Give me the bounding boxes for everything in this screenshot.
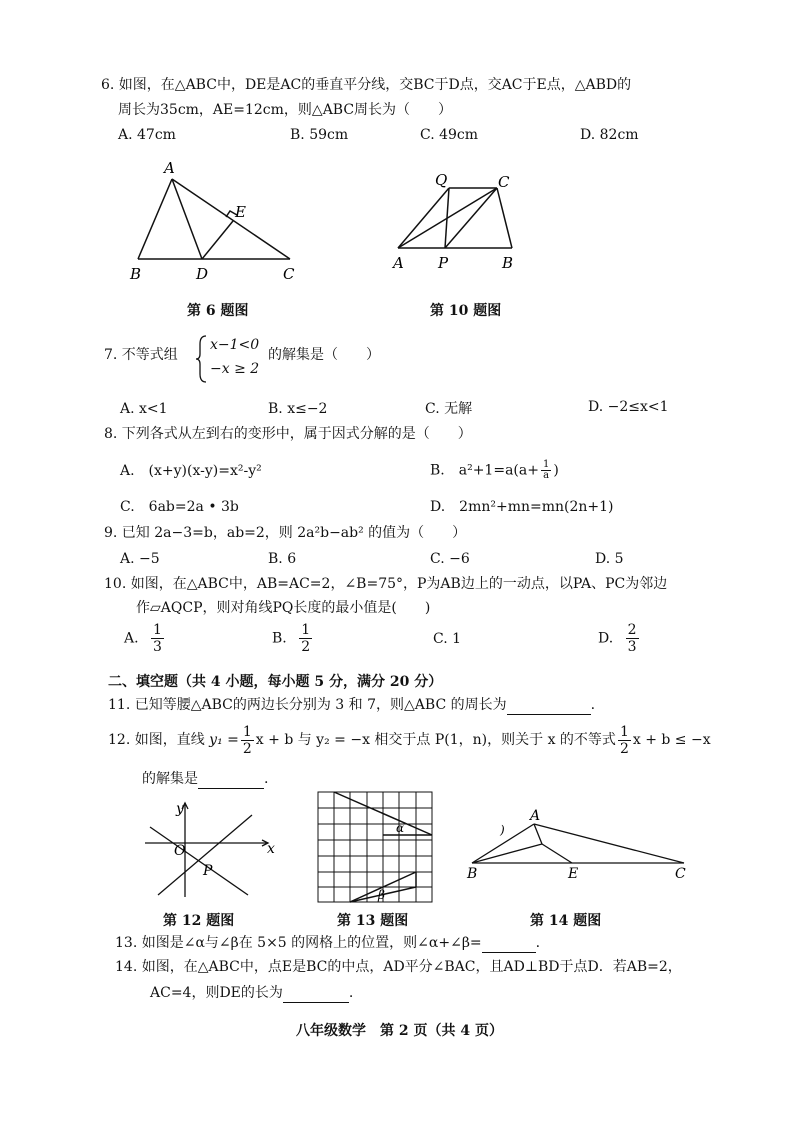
fig13-label-alpha: α xyxy=(396,821,405,835)
fig14-caption: 第 14 题图 xyxy=(530,913,602,929)
q7-suffix: 的解集是（ ） xyxy=(268,347,380,363)
fig6-caption: 第 6 题图 xyxy=(187,303,249,319)
q10-d-numerator: 2 xyxy=(627,622,637,638)
q13-answer-blank[interactable] xyxy=(482,934,536,953)
q7-choice-c: C. 无解 xyxy=(425,401,473,417)
fig10-label-a: A xyxy=(393,254,404,272)
q12-stem-line2 xyxy=(142,770,268,789)
q12-stem-line1 xyxy=(108,722,711,758)
fig12-caption: 第 12 题图 xyxy=(163,913,235,929)
q12-frac2-num: 1 xyxy=(619,723,629,740)
fig12-label-o: O xyxy=(174,843,186,859)
q11-end: . xyxy=(590,697,596,713)
fig6-label-d: D xyxy=(196,265,209,283)
q7-prefix: 7. 不等式组 xyxy=(104,347,178,363)
q6-choice-c: C. 49cm xyxy=(420,127,479,143)
fig14-label-e: E xyxy=(568,866,579,881)
fig13-label-beta: β xyxy=(378,888,385,902)
q9-choice-b: B. 6 xyxy=(268,551,297,567)
q10-choice-a xyxy=(124,622,166,655)
q11-stem xyxy=(108,696,595,715)
q8-choice-c: C. 6ab=2a • 3b xyxy=(120,499,239,515)
q13-text: 13. 如图是∠α与∠β在 5×5 的网格上的位置，则∠α+∠β= xyxy=(115,935,482,951)
q14-stem-line1: 14. 如图，在△ABC中，点E是BC的中点，AD平分∠BAC，且AD⊥BD于点D．若AB=2， xyxy=(115,959,682,975)
q12-text-2: x + b 与 y₂ = −x 相交于点 P(1，n)，则关于 x 的不等式 xyxy=(255,732,616,748)
q14-line2-text: AC=4，则DE的长为 xyxy=(150,985,283,1001)
q9-choice-a: A. −5 xyxy=(120,551,160,567)
q10-choice-b xyxy=(272,622,314,655)
figure-q14 xyxy=(462,806,692,881)
page-footer: 八年级数学 第 2 页（共 4 页） xyxy=(296,1023,503,1039)
q13-stem xyxy=(115,934,540,953)
q9-stem: 9. 已知 2a−3=b，ab=2，则 2a²b−ab² 的值为（ ） xyxy=(104,525,467,541)
figure-q12 xyxy=(140,795,280,905)
fig12-label-x: x xyxy=(267,841,275,857)
q10-choice-b-label: B. xyxy=(272,630,287,647)
fig6-label-c: C xyxy=(283,265,295,283)
q7-inequality-1: x−1<0 xyxy=(210,337,260,353)
q12-y1: y₁ = xyxy=(209,732,239,748)
q10-b-numerator: 1 xyxy=(301,622,311,638)
q10-d-denominator: 3 xyxy=(627,639,637,655)
fig13-caption: 第 13 题图 xyxy=(337,913,409,929)
q13-end: . xyxy=(535,935,541,951)
figure-q10 xyxy=(385,165,530,275)
q9-choice-d: D. 5 xyxy=(595,551,624,567)
q14-answer-blank[interactable] xyxy=(283,984,349,1003)
q12-text-3: x + b ≤ −x xyxy=(632,732,711,748)
q12-frac1-den: 2 xyxy=(242,740,252,757)
section-2-title: 二、填空题（共 4 小题，每小题 5 分，满分 20 分） xyxy=(108,674,443,690)
q7-choice-b: B. x≤−2 xyxy=(268,401,328,417)
q8-choice-b-pre: B. a²+1=a(a+ xyxy=(430,462,539,479)
q6-choice-a: A. 47cm xyxy=(118,127,176,143)
q14-end: . xyxy=(348,985,354,1001)
q10-choice-a-label: A. xyxy=(124,630,139,647)
fig14-label-c: C xyxy=(675,866,686,881)
fig10-label-c: C xyxy=(498,173,510,191)
q12-answer-blank[interactable] xyxy=(198,770,264,789)
fig10-caption: 第 10 题图 xyxy=(430,303,502,319)
q7-brace xyxy=(196,334,208,384)
q10-choice-d xyxy=(598,622,641,655)
fig6-label-a: A xyxy=(164,159,175,177)
q6-choice-d: D. 82cm xyxy=(580,127,639,143)
fig14-label-a: A xyxy=(530,808,541,824)
q10-choice-d-label: D. xyxy=(598,630,614,647)
q6-stem-line1: 6. 如图，在△ABC中，DE是AC的垂直平分线，交BC于D点，交AC于E点，△ABD的 xyxy=(101,77,632,93)
q8-stem: 8. 下列各式从左到右的变形中，属于因式分解的是（ ） xyxy=(104,426,472,442)
q8-choice-b-post: ) xyxy=(553,462,559,479)
fig12-label-y: y xyxy=(176,801,184,817)
fig10-label-b: B xyxy=(502,254,514,272)
q11-text: 11. 已知等腰△ABC的两边长分别为 3 和 7，则△ABC 的周长为 xyxy=(108,697,507,713)
q10-choice-c: C. 1 xyxy=(433,631,462,647)
q7-inequality-2: −x ≥ 2 xyxy=(210,361,260,377)
q10-a-numerator: 1 xyxy=(153,622,162,638)
q12-line2-text: 的解集是 xyxy=(142,771,198,787)
q10-stem-line2: 作▱AQCP，则对角线PQ长度的最小值是( ) xyxy=(136,600,431,616)
q9-choice-c: C. −6 xyxy=(430,551,470,567)
q12-frac1-num: 1 xyxy=(242,723,252,740)
q12-text-1: 12. 如图，直线 xyxy=(108,732,205,748)
q12-frac2-den: 2 xyxy=(619,740,629,757)
q14-stem-line2 xyxy=(150,984,353,1003)
fig6-label-b: B xyxy=(130,265,142,283)
figure-q13 xyxy=(316,790,438,905)
q10-b-denominator: 2 xyxy=(301,639,311,655)
fig10-label-q: Q xyxy=(435,171,448,189)
q6-choice-b: B. 59cm xyxy=(290,127,349,143)
q8-choice-b xyxy=(430,460,559,481)
q11-answer-blank[interactable] xyxy=(507,696,591,715)
q8-b-denominator: a xyxy=(543,470,550,481)
q10-a-denominator: 3 xyxy=(153,639,162,655)
q10-stem-line1: 10. 如图，在△ABC中，AB=AC=2，∠B=75°，P为AB边上的一动点，以PA、PC为邻边 xyxy=(104,576,668,592)
figure-q6 xyxy=(120,155,310,290)
q6-stem-line2: 周长为35cm，AE=12cm，则△ABC周长为（ ） xyxy=(118,102,453,118)
fig10-label-p: P xyxy=(438,254,449,272)
q8-choice-d: D. 2mn²+mn=mn(2n+1) xyxy=(430,499,614,515)
fig6-label-e: E xyxy=(235,203,246,221)
q7-choice-a: A. x<1 xyxy=(120,401,168,417)
fig14-label-b: B xyxy=(467,866,478,881)
q8-b-numerator: 1 xyxy=(542,459,550,470)
fig12-label-p: P xyxy=(203,863,213,879)
q7-choice-d: D. −2≤x<1 xyxy=(588,399,669,415)
q12-end: . xyxy=(264,771,269,787)
q8-choice-a: A. (x+y)(x-y)=x²-y² xyxy=(120,463,262,479)
fig14-angle-mark: ) xyxy=(500,823,505,837)
